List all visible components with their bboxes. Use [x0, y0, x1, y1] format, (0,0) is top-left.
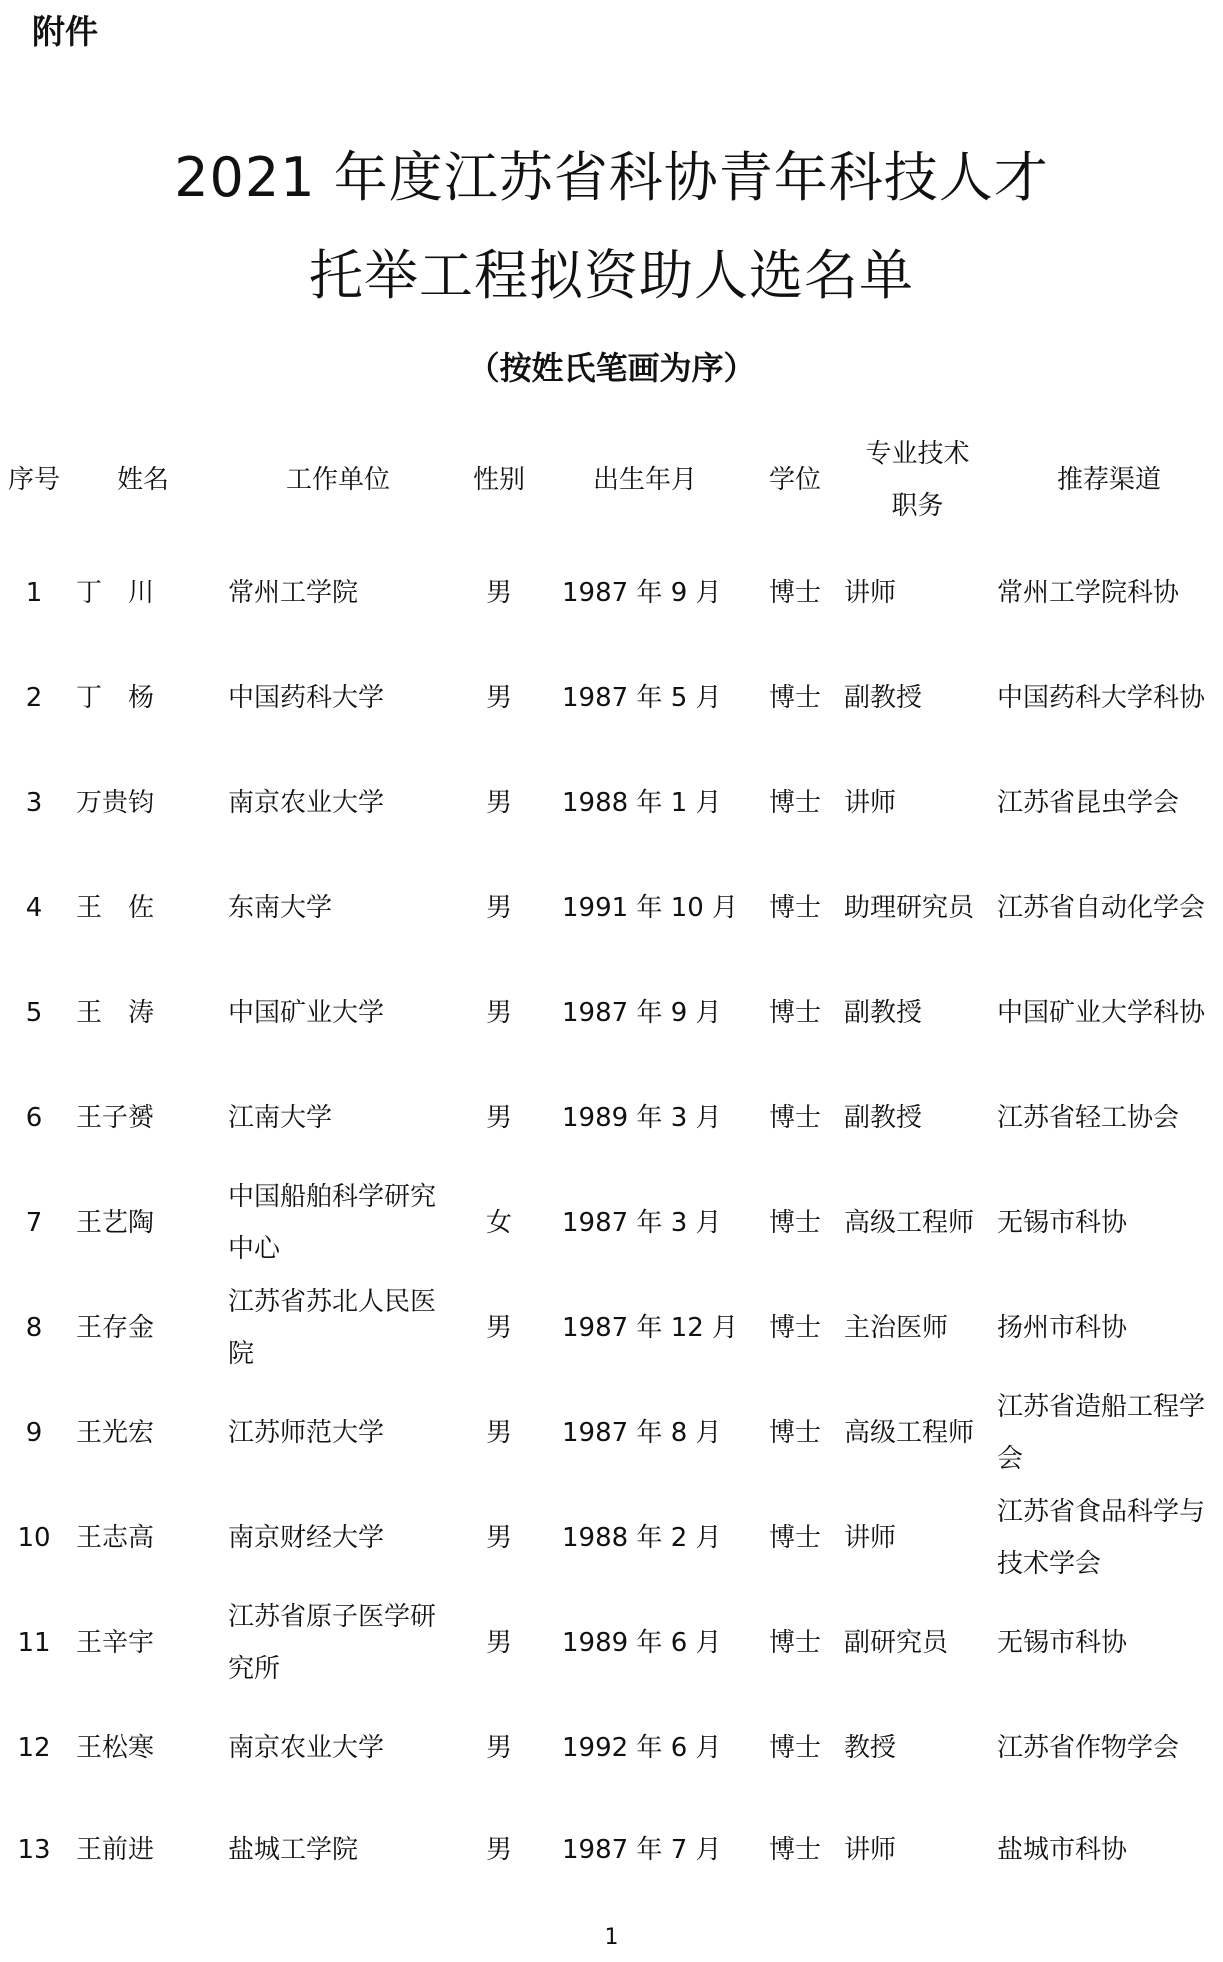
cell-name: 王艺陶: [76, 1207, 155, 1238]
cell-name: 万贵钧: [76, 787, 155, 818]
cell-channel: 中国药科大学科协: [997, 682, 1206, 713]
header-no: 序号: [7, 465, 60, 495]
cell-birth: 1988 年 1 月: [562, 787, 722, 818]
cell-degree: 博士: [768, 577, 821, 608]
cell-title: 副研究员: [844, 1627, 949, 1658]
cell-sex: 男: [485, 997, 512, 1028]
cell-degree: 博士: [768, 1102, 821, 1133]
cell-no: 8: [25, 1312, 43, 1343]
cell-name: 王前进: [76, 1835, 155, 1865]
table-row: [0, 1065, 1223, 1170]
cell-channel: 常州工学院科协: [997, 577, 1180, 608]
cell-degree: 博士: [768, 787, 821, 818]
document-title-line-1: 2021 年度江苏省科协青年科技人才: [174, 146, 1049, 209]
table-row: [0, 1380, 1223, 1485]
cell-no: 10: [17, 1522, 51, 1553]
cell-name: 王光宏: [76, 1417, 155, 1448]
cell-unit: 常州工学院: [228, 577, 359, 608]
cell-channel: 江苏省造船工程学会: [997, 1391, 1206, 1474]
cell-name: 王 佐: [76, 892, 155, 923]
cell-channel: 江苏省昆虫学会: [997, 787, 1180, 818]
table-row: [0, 1485, 1223, 1590]
cell-name: 丁 杨: [76, 682, 155, 713]
cell-channel: 江苏省轻工协会: [997, 1102, 1180, 1133]
cell-channel: 江苏省作物学会: [997, 1732, 1180, 1763]
table-row: [0, 960, 1223, 1065]
cell-unit: 中国药科大学: [228, 682, 385, 713]
cell-degree: 博士: [768, 1207, 821, 1238]
header-title: [840, 420, 995, 540]
page-number: 1: [604, 1925, 619, 1950]
cell-degree: 博士: [768, 1522, 821, 1553]
cell-unit: 南京农业大学: [228, 1732, 385, 1763]
header-title-line-1: 专业技术: [865, 439, 970, 469]
cell-unit: 中国矿业大学: [228, 997, 385, 1028]
cell-birth: 1988 年 2 月: [562, 1522, 722, 1553]
cell-sex: 男: [485, 1417, 512, 1448]
header-name: 姓名: [116, 465, 169, 495]
cell-title: 副教授: [844, 682, 923, 713]
table-row: [0, 1170, 1223, 1275]
cell-birth: 1987 年 9 月: [562, 577, 722, 608]
cell-no: 4: [25, 892, 43, 923]
cell-title: 讲师: [844, 1522, 897, 1553]
header-degree: 学位: [768, 465, 821, 495]
cell-degree: 博士: [768, 1312, 821, 1343]
cell-no: 6: [25, 1102, 43, 1133]
header-sex: 性别: [472, 465, 525, 495]
attachment-label: 附件: [32, 12, 98, 51]
cell-birth: 1987 年 5 月: [562, 682, 722, 713]
cell-title: 主治医师: [844, 1312, 949, 1343]
cell-no: 11: [17, 1627, 51, 1658]
cell-sex: 男: [485, 1732, 512, 1763]
header-birth: 出生年月: [592, 465, 697, 495]
cell-channel: 无锡市科协: [997, 1207, 1128, 1238]
cell-name: 丁 川: [76, 577, 155, 608]
cell-unit: 南京农业大学: [228, 787, 385, 818]
cell-no: 12: [17, 1732, 51, 1763]
table-row: [0, 1695, 1223, 1800]
cell-no: 9: [25, 1417, 43, 1448]
cell-sex: 男: [485, 682, 512, 713]
cell-unit: 东南大学: [228, 892, 333, 923]
table-row: [0, 1590, 1223, 1695]
header-channel: 推荐渠道: [1056, 465, 1161, 495]
cell-no: 1: [25, 577, 43, 608]
candidate-table: [0, 420, 1223, 1900]
cell-unit: 江南大学: [228, 1102, 333, 1133]
cell-sex: 男: [485, 1312, 512, 1343]
document-title-line-2: 托举工程拟资助人选名单: [309, 244, 914, 307]
cell-sex: 男: [485, 577, 512, 608]
cell-channel: 中国矿业大学科协: [997, 997, 1206, 1028]
cell-unit: 盐城工学院: [228, 1835, 359, 1865]
cell-birth: 1989 年 6 月: [562, 1627, 722, 1658]
header-title-line-2: 职务: [891, 491, 944, 521]
cell-name: 王 涛: [76, 997, 155, 1028]
table-row: [0, 750, 1223, 855]
cell-unit: 江苏省原子医学研究所: [228, 1601, 437, 1684]
cell-title: 副教授: [844, 997, 923, 1028]
cell-birth: 1987 年 8 月: [562, 1417, 722, 1448]
table-row: [0, 1800, 1223, 1900]
table-row: [0, 645, 1223, 750]
cell-name: 王松寒: [76, 1732, 155, 1763]
cell-no: 7: [25, 1207, 43, 1238]
table-body: [0, 540, 1223, 1900]
cell-title: 讲师: [844, 787, 897, 818]
cell-sex: 男: [485, 892, 512, 923]
cell-title: 高级工程师: [844, 1207, 975, 1238]
cell-no: 2: [25, 682, 43, 713]
cell-sex: 男: [485, 1835, 512, 1865]
cell-name: 王子赟: [76, 1102, 155, 1133]
cell-sex: 男: [485, 1102, 512, 1133]
cell-birth: 1991 年 10 月: [562, 892, 739, 923]
cell-name: 王志高: [76, 1522, 155, 1553]
document-subtitle: （按姓氏笔画为序）: [467, 349, 756, 387]
cell-birth: 1987 年 7 月: [562, 1835, 722, 1865]
cell-degree: 博士: [768, 1732, 821, 1763]
cell-name: 王存金: [76, 1312, 155, 1343]
cell-no: 5: [25, 997, 43, 1028]
table-header-row: [0, 420, 1223, 540]
cell-name: 王辛宇: [76, 1627, 155, 1658]
cell-title: 讲师: [844, 577, 897, 608]
cell-title: 助理研究员: [844, 892, 975, 923]
cell-no: 13: [17, 1835, 51, 1865]
cell-degree: 博士: [768, 1417, 821, 1448]
cell-birth: 1987 年 9 月: [562, 997, 722, 1028]
cell-unit: 中国船舶科学研究中心: [228, 1181, 437, 1264]
cell-channel: 无锡市科协: [997, 1627, 1128, 1658]
cell-sex: 女: [485, 1207, 512, 1238]
cell-channel: 江苏省食品科学与技术学会: [997, 1496, 1206, 1579]
cell-unit: 江苏师范大学: [228, 1417, 385, 1448]
cell-title: 副教授: [844, 1102, 923, 1133]
cell-degree: 博士: [768, 1627, 821, 1658]
cell-degree: 博士: [768, 1835, 821, 1865]
cell-no: 3: [25, 787, 43, 818]
cell-birth: 1989 年 3 月: [562, 1102, 722, 1133]
cell-birth: 1987 年 12 月: [562, 1312, 739, 1343]
cell-birth: 1992 年 6 月: [562, 1732, 722, 1763]
cell-degree: 博士: [768, 997, 821, 1028]
cell-channel: 江苏省自动化学会: [997, 892, 1206, 923]
table-row: [0, 540, 1223, 645]
header-unit: 工作单位: [285, 465, 390, 495]
cell-channel: 盐城市科协: [997, 1835, 1128, 1865]
cell-sex: 男: [485, 1522, 512, 1553]
cell-unit: 南京财经大学: [228, 1522, 385, 1553]
cell-sex: 男: [485, 1627, 512, 1658]
cell-title: 讲师: [844, 1835, 897, 1865]
table-row: [0, 855, 1223, 960]
cell-title: 高级工程师: [844, 1417, 975, 1448]
cell-degree: 博士: [768, 892, 821, 923]
cell-title: 教授: [844, 1732, 897, 1763]
cell-sex: 男: [485, 787, 512, 818]
cell-channel: 扬州市科协: [997, 1312, 1128, 1343]
cell-degree: 博士: [768, 682, 821, 713]
table-row: [0, 1275, 1223, 1380]
cell-unit: 江苏省苏北人民医院: [228, 1286, 437, 1369]
cell-birth: 1987 年 3 月: [562, 1207, 722, 1238]
